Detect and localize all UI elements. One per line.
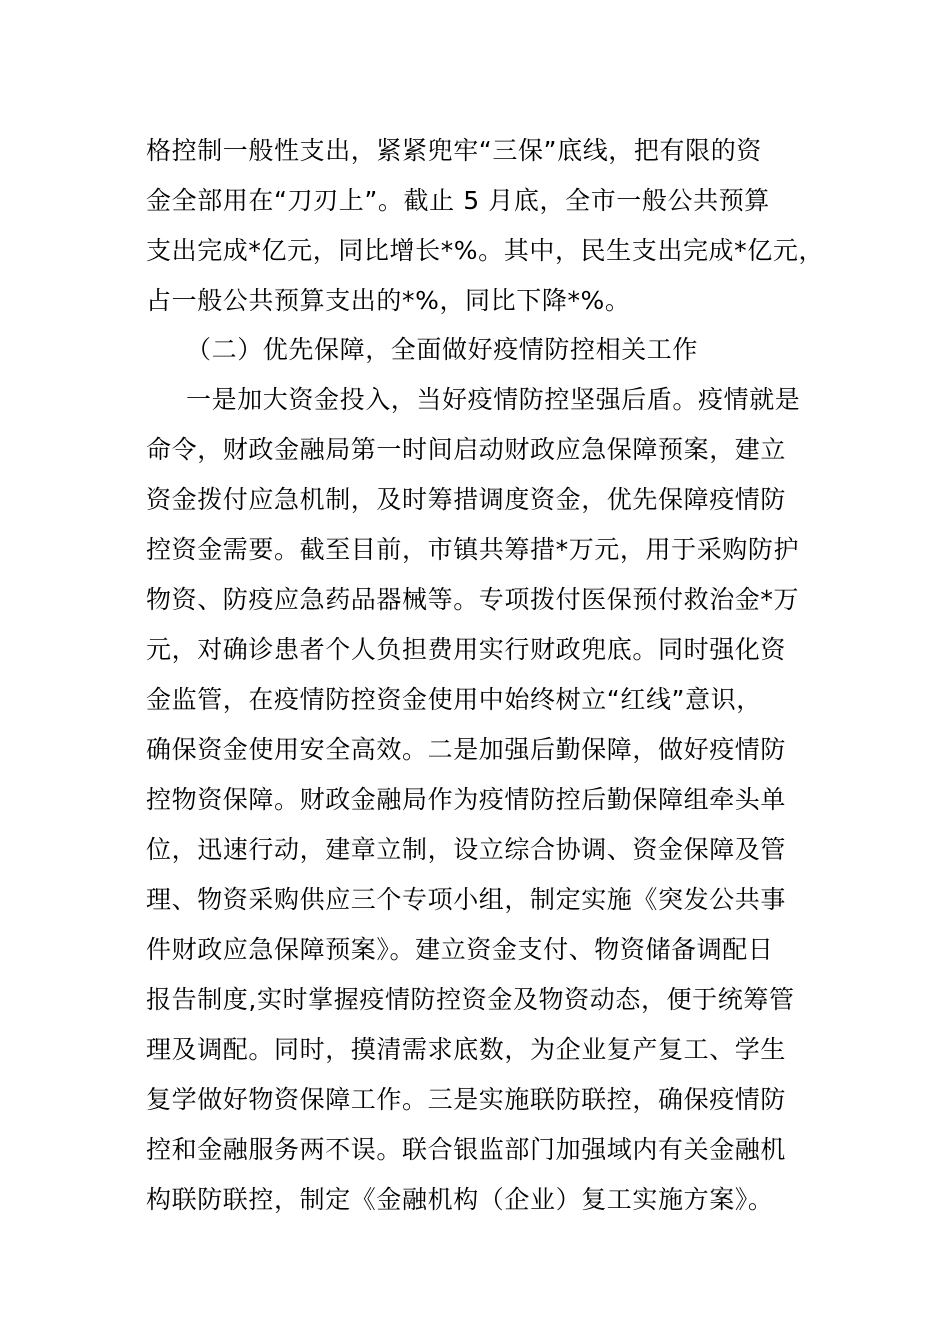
body-line: 理、物资采购供应三个专项小组，制定实施《突发公共事 — [146, 885, 787, 914]
body-line: 构联防联控，制定《金融机构（企业）复工实施方案》。 — [146, 1185, 774, 1214]
body-line: 位，迅速行动，建章立制，设立综合协调、资金保障及管 — [146, 835, 787, 864]
body-line: 物资、防疫应急药品器械等。专项拨付医保预付救治金*万 — [146, 585, 800, 614]
body-line: 资金拨付应急机制，及时筹措调度资金，优先保障疫情防 — [146, 485, 787, 514]
section-heading: （二）优先保障，全面做好疫情防控相关工作 — [186, 335, 699, 364]
body-line: 复学做好物资保障工作。三是实施联防联控，确保疫情防 — [146, 1085, 787, 1114]
paragraph-first-line: 一是加大资金投入，当好疫情防控坚强后盾。疫情就是 — [186, 385, 801, 414]
body-line: 支出完成*亿元，同比增长*%。其中，民生支出完成*亿元， — [146, 236, 825, 265]
body-line: 确保资金使用安全高效。二是加强后勤保障，做好疫情防 — [146, 735, 787, 764]
body-line: 件财政应急保障预案》。建立资金支付、物资储备调配日 — [146, 935, 774, 964]
body-line: 控资金需要。截至目前，市镇共筹措*万元，用于采购防护 — [146, 535, 800, 564]
body-line: 格控制一般性支出，紧紧兜牢“三保”底线，把有限的资 — [146, 136, 762, 165]
body-line: 控物资保障。财政金融局作为疫情防控后勤保障组牵头单 — [146, 785, 787, 814]
body-line: 金监管，在疫情防控资金使用中始终树立“红线”意识， — [146, 685, 762, 714]
body-line: 报告制度,实时掌握疫情防控资金及物资动态，便于统筹管 — [146, 985, 795, 1014]
body-line: 金全部用在“刀刃上”。截止 5 月底，全市一般公共预算 — [146, 186, 770, 215]
body-line: 命令，财政金融局第一时间启动财政应急保障预案，建立 — [146, 435, 787, 464]
body-line: 理及调配。同时，摸清需求底数，为企业复产复工、学生 — [146, 1035, 787, 1064]
body-line: 元，对确诊患者个人负担费用实行财政兜底。同时强化资 — [146, 635, 787, 664]
body-line: 占一般公共预算支出的*%，同比下降*%。 — [146, 286, 631, 315]
body-line: 控和金融服务两不误。联合银监部门加强域内有关金融机 — [146, 1135, 787, 1164]
